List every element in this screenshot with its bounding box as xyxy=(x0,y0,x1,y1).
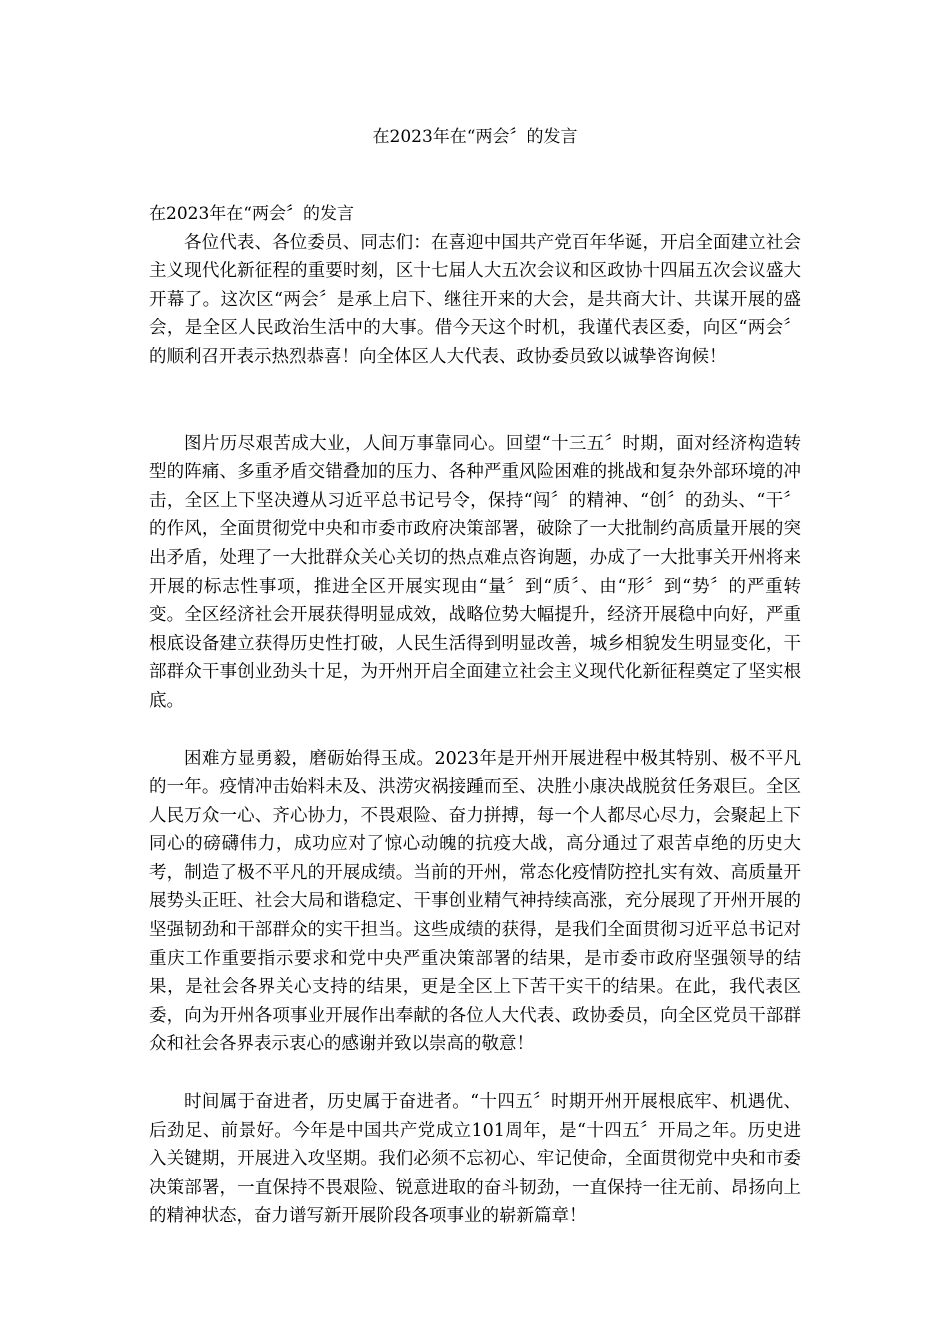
paragraph-achievements: 困难方显勇毅，磨砺始得玉成。2023年是开州开展进程中极其特别、极不平凡的一年。疫情冲击始料未及、洪涝灾祸接踵而至、决胜小康决战脱贫任务艰巨。全区人民万众一心、齐心协力，不畏艰险、奋力拼搏，每一个人都尽心尽力，会聚起上下同心的磅礴伟力，成功应对了惊心动魄的抗疫大战，高分通过了艰苦卓绝的历史大考，制造了极不平凡的开展成绩。当前的开州，常态化疫情防控扎实有效、高质量开展势头正旺、社会大局和谐稳定、干事创业精气神持续高涨，充分展现了开州开展的坚强韧劲和干部群众的实干担当。这些成绩的获得，是我们全面贯彻习近平总书记对重庆工作重要指示要求和党中央严重决策部署的结果，是市委市政府坚强领导的结果，是社会各界关心支持的结果，更是全区上下苦干实干的结果。在此，我代表区委，向为开州各项事业开展作出奉献的各位人大代表、政协委员，向全区党员干部群众和社会各界表示衷心的感谢并致以崇高的敬意！ xyxy=(149,748,801,1055)
document-body xyxy=(149,200,801,1231)
paragraph-review: 图片历尽艰苦成大业，人间万事靠同心。回望“十三五〞时期，面对经济构造转型的阵痛、多重矛盾交错叠加的压力、各种严重风险困难的挑战和复杂外部环境的冲击，全区上下坚决遵从习近平总书记号令，保持“闯〞的精神、“创〞的劲头、“干〞的作风，全面贯彻党中央和市委市政府决策部署，破除了一大批制约高质量开展的突出矛盾，处理了一大批群众关心关切的热点难点咨询题，办成了一大批事关开州将来开展的标志性事项，推进全区开展实现由“量〞到“质〞、由“形〞到“势〞的严重转变。全区经济社会开展获得明显成效，战略位势大幅提升，经济开展稳中向好，严重根底设备建立获得历史性打破，人民生活得到明显改善，城乡相貌发生明显变化，干部群众干事创业劲头十足，为开州开启全面建立社会主义现代化新征程奠定了坚实根底。 xyxy=(149,433,801,711)
document-title: 在2023年在“两会〞的发言 xyxy=(372,127,578,147)
paragraph-spacer xyxy=(149,716,801,745)
document-subtitle: 在2023年在“两会〞的发言 xyxy=(149,204,354,224)
paragraph-spacer xyxy=(149,1059,801,1088)
paragraph-spacer xyxy=(149,372,801,430)
paragraph-greeting: 各位代表、各位委员、同志们：在喜迎中国共产党百年华诞，开启全面建立社会主义现代化新征程的重要时刻，区十七届人大五次会议和区政协十四届五次会议盛大开幕了。这次区“两会〞是承上启下、继往开来的大会，是共商大计、共谋开展的盛会，是全区人民政治生活中的大事。借今天这个时机，我谨代表区委，向区“两会〞的顺利召开表示热烈恭喜！向全体区人大代表、政协委员致以诚挚咨询候！ xyxy=(149,232,801,367)
paragraph-outlook: 时间属于奋进者，历史属于奋进者。“十四五〞时期开州开展根底牢、机遇优、后劲足、前景好。今年是中国共产党成立101周年，是“十四五〞开局之年。历史进入关键期，开展进入攻坚期。我们必须不忘初心、牢记使命，全面贯彻党中央和市委决策部署，一直保持不畏艰险、锐意进取的奋斗韧劲，一直保持一往无前、昂扬向上的精神状态，奋力谱写新开展阶段各项事业的崭新篇章！ xyxy=(149,1092,801,1227)
